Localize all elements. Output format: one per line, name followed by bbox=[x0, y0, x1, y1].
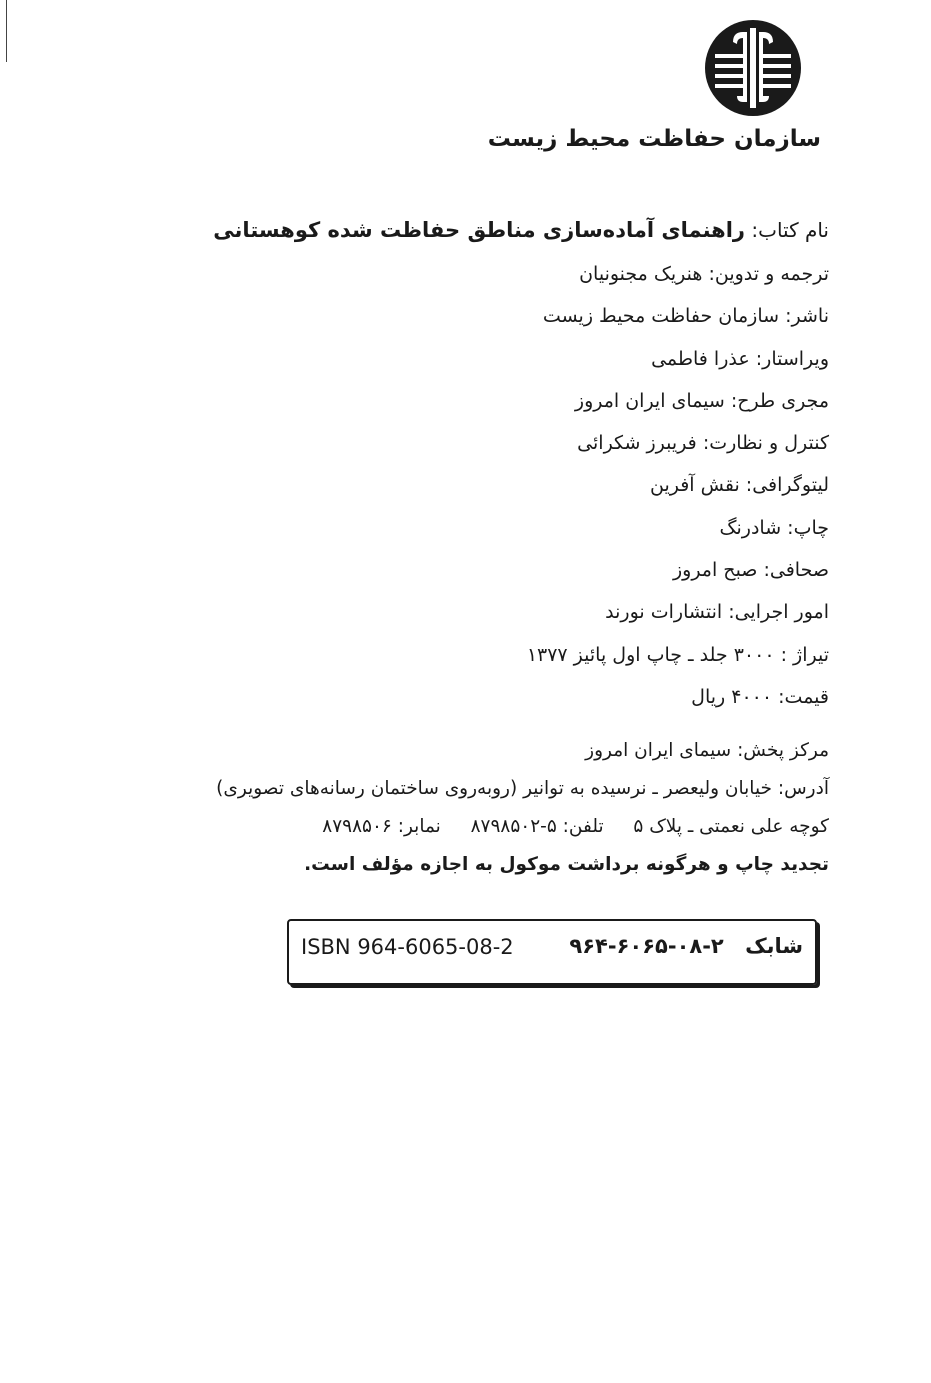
address-value: خیابان ولیعصر ـ نرسیده به توانیر (روبه‌روی ساختمان رسانه‌های تصویری) bbox=[216, 778, 772, 799]
credit-label: امور اجرایی: bbox=[728, 601, 829, 624]
credit-row-editor bbox=[129, 338, 829, 380]
copyright-notice: تجدید چاپ و هرگونه برداشت موکول به اجازه مؤلف است. bbox=[304, 854, 829, 875]
distribution-info bbox=[109, 732, 829, 884]
credit-value: انتشارات نورند bbox=[605, 601, 723, 624]
credit-row-supervision bbox=[129, 422, 829, 464]
credit-value: ۳۰۰۰ جلد ـ چاپ اول پائیز ۱۳۷۷ bbox=[526, 643, 775, 666]
credit-label: کنترل و نظارت: bbox=[702, 432, 829, 455]
distribution-center-value: سیمای ایران امروز bbox=[585, 740, 732, 761]
isbn-persian-value: ۹۶۴-۶۰۶۵-۰۸-۲ bbox=[569, 934, 724, 958]
credit-value: صبح امروز bbox=[672, 559, 758, 582]
credit-row-executor bbox=[129, 380, 829, 422]
credit-label: ویراستار: bbox=[755, 347, 829, 370]
credit-value: نقش آفرین bbox=[649, 474, 740, 497]
credit-row-title bbox=[129, 207, 829, 253]
credit-row-publisher bbox=[129, 295, 829, 337]
address-label: آدرس: bbox=[777, 778, 829, 799]
credit-row-price bbox=[129, 676, 829, 718]
credit-value: سازمان حفاظت محیط زیست bbox=[542, 305, 780, 328]
credit-label: نام کتاب: bbox=[751, 218, 829, 242]
credit-row-circulation bbox=[129, 634, 829, 676]
credit-label: مجری طرح: bbox=[730, 389, 829, 412]
credit-row-translator bbox=[129, 253, 829, 295]
phone-value: ۵-۸۷۹۸۵۰۲ bbox=[470, 816, 557, 837]
credit-value: ۴۰۰۰ ریال bbox=[691, 685, 773, 708]
credit-label: ترجمه و تدوین: bbox=[708, 263, 829, 285]
distribution-center bbox=[109, 732, 829, 770]
credit-label: قیمت: bbox=[778, 685, 829, 708]
credit-label: تیراژ : bbox=[780, 643, 829, 666]
page-edge-line bbox=[6, 0, 7, 62]
fax-label: نمابر: bbox=[397, 816, 441, 837]
credit-row-lithography bbox=[129, 464, 829, 506]
distribution-center-label: مرکز پخش: bbox=[737, 740, 829, 761]
credit-value: سیمای ایران امروز bbox=[574, 389, 725, 412]
credit-value: فریبرز شکرائی bbox=[577, 432, 697, 455]
environment-emblem-icon bbox=[703, 18, 803, 118]
phone-label: تلفن: bbox=[562, 816, 604, 837]
credit-value: عذرا فاطمی bbox=[651, 347, 750, 370]
credit-value: راهنمای آماده‌سازی مناطق حفاظت شده کوهستانی bbox=[213, 218, 746, 242]
address-contact-line bbox=[109, 808, 829, 846]
address-line2: کوچه علی نعمتی ـ پلاک ۵ bbox=[633, 816, 829, 837]
book-credits bbox=[129, 207, 829, 718]
fax-value: ۸۷۹۸۵۰۶ bbox=[322, 816, 392, 837]
credit-label: چاپ: bbox=[787, 516, 829, 539]
credit-label: ناشر: bbox=[785, 305, 829, 328]
credit-label: صحافی: bbox=[763, 559, 829, 582]
credit-row-executive bbox=[129, 591, 829, 633]
credit-value: هنریک مجنونیان bbox=[579, 263, 703, 285]
address-line bbox=[109, 770, 829, 808]
isbn-persian-label: شابک bbox=[745, 934, 803, 958]
isbn-persian bbox=[569, 934, 803, 958]
credit-row-binding bbox=[129, 549, 829, 591]
credit-label: لیتوگرافی: bbox=[745, 474, 829, 497]
credit-value: شادرنگ bbox=[719, 516, 782, 539]
organization-name: سازمان حفاظت محیط زیست bbox=[487, 126, 821, 152]
credit-row-print bbox=[129, 507, 829, 549]
isbn-box bbox=[287, 919, 817, 985]
isbn-latin: ISBN 964-6065-08-2 bbox=[301, 935, 514, 959]
